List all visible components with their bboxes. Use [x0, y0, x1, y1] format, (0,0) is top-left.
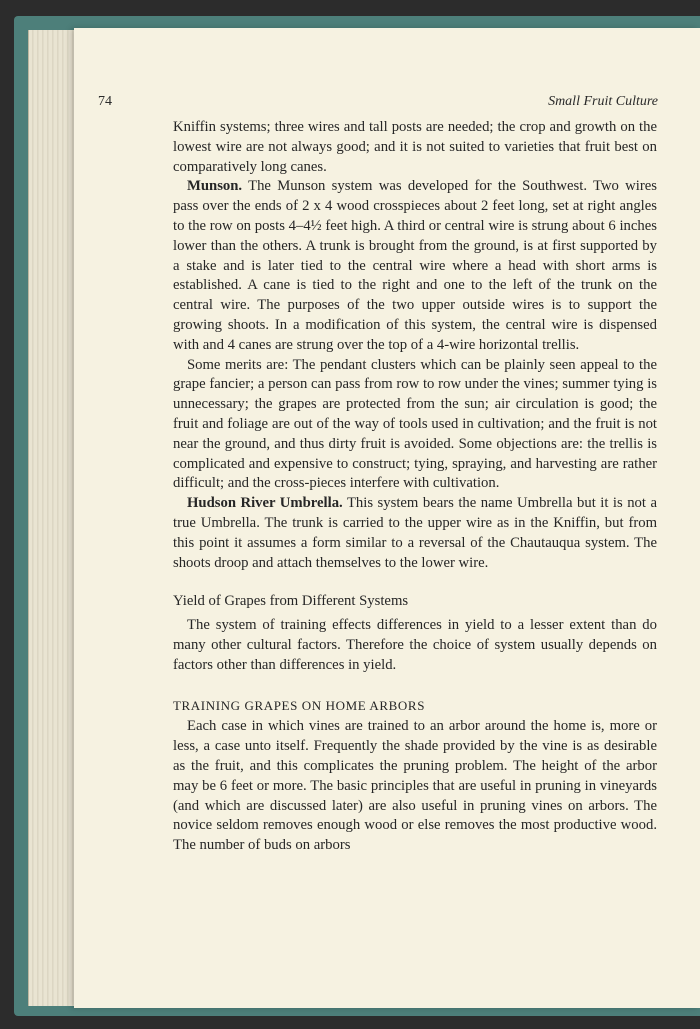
- section-heading: TRAINING GRAPES ON HOME ARBORS: [173, 697, 426, 713]
- paragraph-text: Some merits are: The pendant clusters which can be plainly seen appeal to the grape fancier; a person can pass from row to row under the vines; summer tying is unnecessary; the grapes are protected from the sun; air circulation is good; the fruit and foliage are out of the way of tools used in cultivation; and the fruit is not near the ground, and thus dirty fruit is avoided. Some objections are: the trellis is complicated and expensive to construct; tying, spraying, and harvesting are rather difficult; and the cross-pieces interfere with cultivation.: [173, 356, 657, 492]
- paragraph-merits: [173, 356, 657, 495]
- page-content: [173, 118, 657, 856]
- paragraph-arbors: Each case in which vines are trained to an arbor around the home is, more or less, a case unto itself. Frequently the shade provided by the vine is as desirable as the fruit, and this complicates the pruning problem. The height of the arbor may be 6 feet or more. The basic principles that are useful in pruning in vineyards (and which are discussed later) are also useful in pruning vines on arbors. The novice seldom removes enough wood or else removes the most productive wood. The number of buds on arbors: [173, 718, 657, 854]
- page-number: 74: [98, 94, 112, 109]
- page-header: [98, 94, 658, 116]
- paragraph-yield: The system of training effects differences in yield to a lesser extent than do many other cultural factors. Therefore the choice of system usually depends on factors other than differences in yield.: [173, 617, 657, 673]
- paragraph-continuation: [173, 118, 657, 177]
- running-title: Small Fruit Culture: [548, 94, 658, 109]
- paragraph-text: Kniffin systems; three wires and tall posts are needed; the crop and growth on the lowest wire are not always good; and it is not suited to varieties that fruit best on comparatively long canes.: [173, 119, 657, 175]
- paragraph-text: The Munson system was developed for the Southwest. Two wires pass over the ends of 2 x 4 wood crosspieces about 2 feet long, set at right angles to the row on posts 4–4½ feet high. A third or central wire is strung about 6 inches lower than the others. A trunk is brought from the ground, is at first supported by a stake and is later tied to the central wire where a head with short arms is established. A cane is tied to the right and one to the left of the trunk on the central wire. The purposes of the two upper outside wires is to support the growing shoots. In a modification of this system, the central wire is dispensed with and 4 canes are strung over the top of a 4-wire horizontal trellis.: [173, 178, 657, 353]
- paragraph-munson: [173, 177, 657, 355]
- paragraph-lead: Munson.: [187, 178, 243, 195]
- paragraph-lead: Hudson River Umbrella.: [187, 495, 343, 512]
- subheading: Yield of Grapes from Different Systems: [173, 593, 409, 610]
- paragraph-hudson: [173, 494, 657, 573]
- paragraph-text: This system bears the name Umbrella but it is not a true Umbrella. The trunk is carried to the upper wire as in the Kniffin, but from this point it assumes a form similar to a reversal of the Chautauqua system. The shoots droop and attach themselves to the lower wire.: [173, 495, 657, 571]
